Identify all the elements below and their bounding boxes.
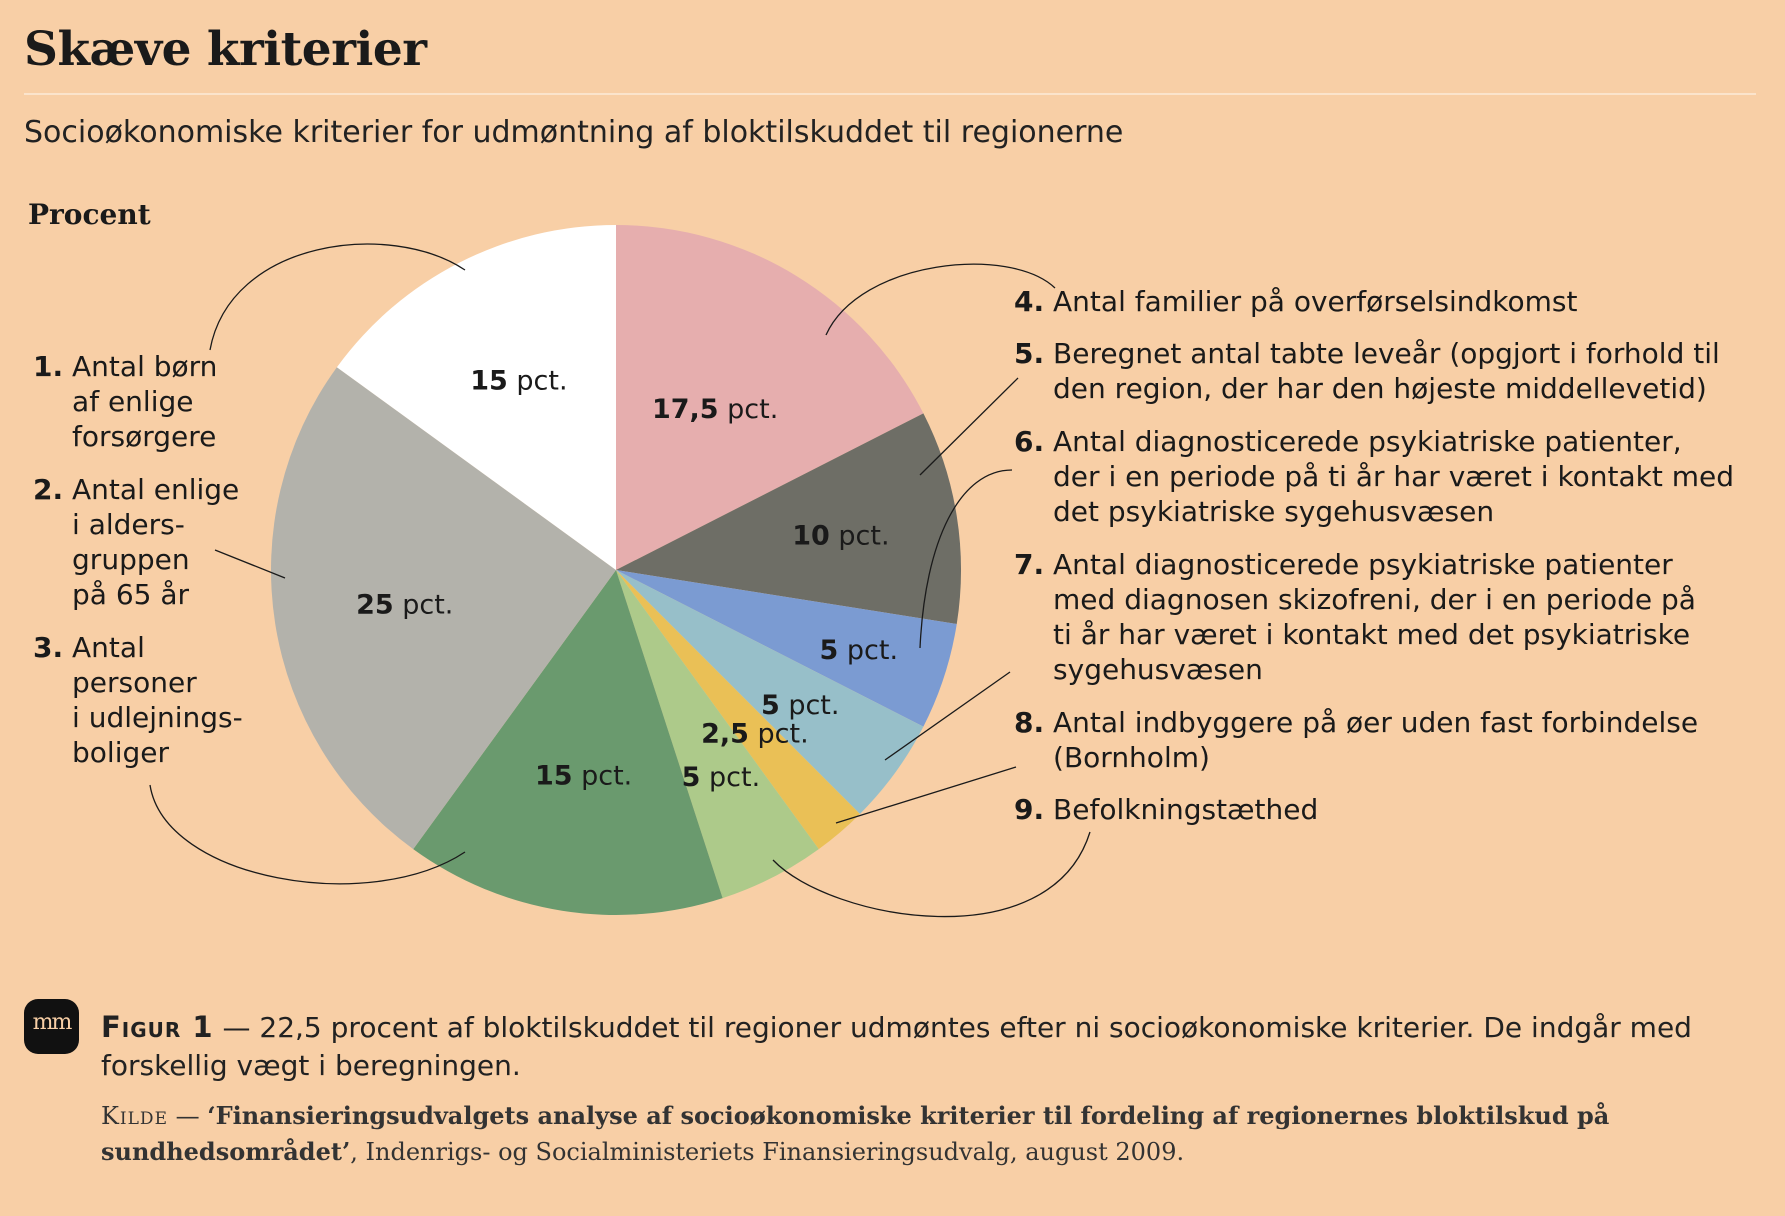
legend-item-2: 2. Antal enlige i alders- gruppen på 65 år: [33, 473, 240, 611]
slice-label-7: 5 pct.: [760, 689, 840, 721]
legend-item-1: 1. Antal børn af enlige forsørgere: [33, 350, 218, 453]
slice-label-5: 10 pct.: [792, 520, 890, 552]
slice-label-8: 2,5 pct.: [701, 718, 809, 750]
unit-label: Procent: [28, 198, 151, 231]
slice-label-1: 15 pct.: [470, 365, 568, 397]
page-title: Skæve kriterier: [24, 22, 427, 77]
legend-item-8: 8. Antal indbyggere på øer uden fast forbindelse (Bornholm): [1014, 706, 1699, 774]
legend-item-5: 5. Beregnet antal tabte leveår (opgjort i forhold til den region, der har den højeste middellevetid): [1014, 337, 1720, 405]
legend-item-3: 3. Antal personer i udlejnings- boliger: [33, 631, 243, 769]
legend-item-7: 7. Antal diagnosticerede psykiatriske patienter med diagnosen skizofreni, der i en periode på ti år har været i kontakt med det psykiatriske sygehusvæsen: [1014, 548, 1696, 686]
leader-line-5: [920, 378, 1018, 475]
slice-label-4: 17,5 pct.: [651, 394, 779, 426]
figure-caption: [101, 1008, 1761, 1085]
source-note: Kilde — ‘Finansieringsudvalgets analyse af socioøkonomiske kriterier til fordeling af regionernes bloktilskud på sundhedsområdet’, Indenrigs- og Socialministeriets Finansieringsudvalg, august 2009.: [101, 1101, 1610, 1166]
slice-label-6: 5 pct.: [819, 634, 899, 666]
source-label: Kilde: [101, 1102, 168, 1130]
legend-item-9: 9. Befolkningstæthed: [1014, 793, 1319, 826]
slice-label-2: 25 pct.: [356, 589, 454, 621]
slice-label-9: 5 pct.: [681, 761, 761, 793]
caption-dash: —: [222, 1011, 251, 1044]
chart-subtitle: Socioøkonomiske kriterier for udmøntning af bloktilskuddet til regionerne: [24, 115, 1124, 150]
legend-item-4: 4. Antal familier på overførselsindkomst: [1014, 285, 1578, 318]
caption-text: 22,5 procent af bloktilskuddet til regioner udmøntes efter ni socioøkonomiske kriterier. De indgår med forskellig vægt i beregningen.: [101, 1011, 1692, 1082]
figure-label: Figur 1: [101, 1010, 214, 1044]
slice-label-3: 15 pct.: [534, 760, 633, 792]
source-rest: , Indenrigs- og Socialministeriets Finansieringsudvalg, august 2009.: [350, 1138, 1185, 1166]
publisher-logo: mm: [24, 999, 79, 1054]
source-work: ‘Finansieringsudvalgets analyse af socioøkonomiske kriterier til fordeling af regionernes bloktilskud på sundhedsområdet’: [101, 1101, 1610, 1166]
legend-item-6: 6. Antal diagnosticerede psykiatriske patienter, der i en periode på ti år har været i kontakt med det psykiatriske sygehusvæsen: [1014, 425, 1735, 528]
